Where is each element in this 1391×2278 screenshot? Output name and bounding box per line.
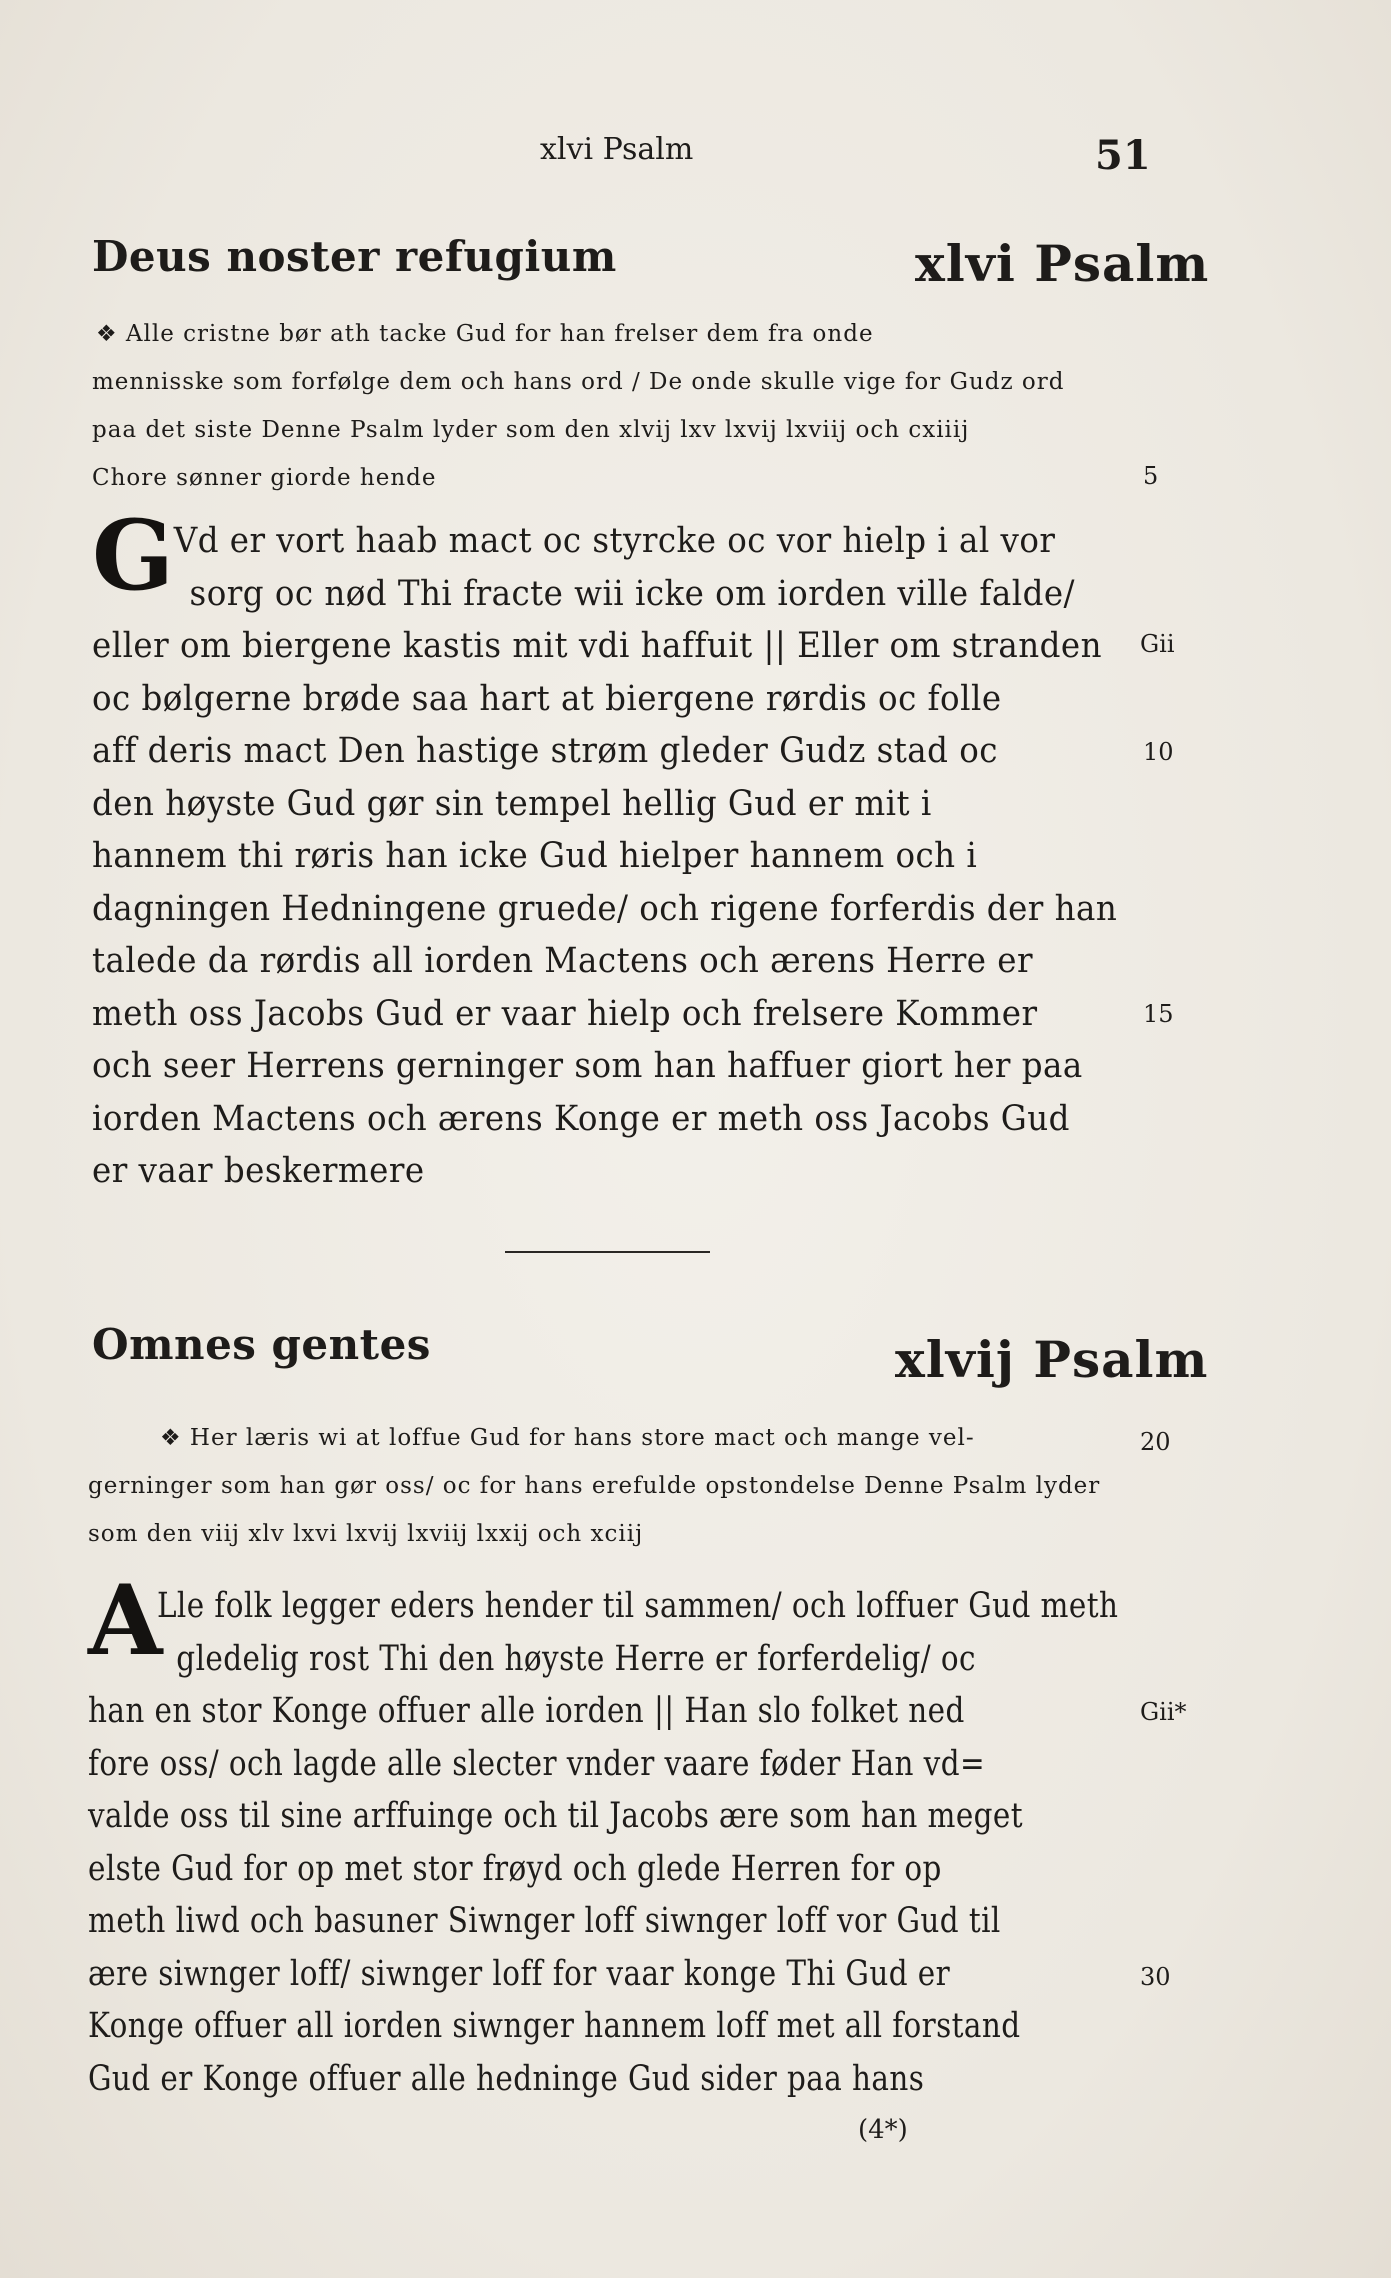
text-line: eller om biergene kastis mit vdi haffuit || Eller om stranden [92, 626, 1103, 666]
psalm-summary-xlvii [160, 1414, 975, 1462]
text-line: iorden Mactens och ærens Konge er meth oss Jacobs Gud [92, 1098, 1070, 1139]
drop-cap-a: A [88, 1564, 163, 1677]
summary-line: som den viij xlv lxvi lxvij lxviij lxxij och xciij [88, 1521, 644, 1547]
summary-line: paa det siste Denne Psalm lyder som den xlvij lxv lxvij lxviij och cxiiij [92, 417, 970, 443]
text-line: gledelig rost Thi den høyste Herre er forferdelig/ oc [176, 1638, 976, 1679]
margin-line-number: 15 [1143, 1000, 1174, 1028]
section-divider [505, 1251, 710, 1253]
text-line: Vd er vort haab mact oc styrcke oc vor hielp i al vor [173, 521, 1056, 561]
drop-cap-g: G [92, 499, 174, 612]
text-line: han en stor Konge offuer alle iorden || Han slo folket ned [88, 1691, 965, 1731]
text-line: hannem thi røris han icke Gud hielper hannem och i [92, 836, 978, 876]
margin-line-number: 10 [1143, 738, 1174, 766]
psalm-text-xlvii [88, 1580, 1313, 2105]
text-line: Lle folk legger eders hender til sammen/ och loffuer Gud meth [156, 1586, 1119, 1626]
margin-line-number: 5 [1143, 462, 1159, 490]
section-title-deus-noster: Deus noster refugium [92, 232, 617, 281]
summary-line: ❖ Her læris wi at loffue Gud for hans store mact och mange vel- [160, 1425, 975, 1451]
text-line: er vaar beskermere [92, 1151, 425, 1191]
psalm-summary-xlvi [92, 310, 1064, 502]
summary-line: mennisske som forfølge dem och hans ord / De onde skulle vige for Gudz ord [92, 369, 1065, 395]
text-line: valde oss til sine arffuinge och til Jacobs ære som han meget [88, 1796, 1024, 1836]
text-line: den høyste Gud gør sin tempel hellig Gud er mit i [92, 783, 932, 824]
margin-signature: Gii [1140, 630, 1175, 658]
text-line: ære siwnger loff/ siwnger loff for vaar konge Thi Gud er [88, 1953, 951, 1994]
running-title: xlvi Psalm [540, 132, 694, 167]
text-line: oc bølgerne brøde saa hart at biergene rørdis oc folle [92, 678, 1002, 719]
text-line: aff deris mact Den hastige strøm gleder Gudz stad oc [92, 731, 998, 771]
text-line: talede da rørdis all iorden Mactens och ærens Herre er [92, 941, 1033, 981]
margin-signature: Gii* [1140, 1698, 1187, 1726]
text-line: fore oss/ och lagde alle slecter vnder vaare føder Han vd= [88, 1743, 986, 1784]
text-line: elste Gud for op met stor frøyd och glede Herren for op [88, 1848, 942, 1889]
summary-line: Chore sønner giorde hende [92, 465, 437, 491]
margin-line-number: 30 [1140, 1963, 1171, 1991]
signature-mark: (4*) [858, 2115, 908, 2145]
page-number: 51 [1095, 132, 1151, 179]
section-title-omnes-gentes: Omnes gentes [92, 1320, 431, 1369]
summary-line: gerninger som han gør oss/ oc for hans erefulde opstondelse Denne Psalm lyder [88, 1473, 1101, 1499]
text-line: Konge offuer all iorden siwnger hannem loff met all forstand [88, 2006, 1021, 2046]
summary-line: ❖ Alle cristne bør ath tacke Gud for han frelser dem fra onde [96, 321, 874, 347]
text-line: dagningen Hedningene gruede/ och rigene forferdis der han [92, 888, 1118, 929]
text-line: sorg oc nød Thi fracte wii icke om iorden ville falde/ [189, 573, 1075, 614]
psalm-label-xlvi: xlvi Psalm [915, 234, 1210, 293]
psalm-summary-xlvii-cont [88, 1462, 1100, 1558]
psalm-label-xlvii: xlvij Psalm [895, 1330, 1209, 1389]
text-line: Gud er Konge offuer alle hedninge Gud sider paa hans [88, 2058, 925, 2099]
text-line: meth oss Jacobs Gud er vaar hielp och frelsere Kommer [92, 993, 1038, 1034]
margin-line-number: 20 [1140, 1428, 1171, 1456]
psalm-text-xlvi [92, 515, 1196, 1198]
text-line: och seer Herrens gerninger som han haffuer giort her paa [92, 1046, 1083, 1086]
text-line: meth liwd och basuner Siwnger loff siwnger loff vor Gud til [88, 1901, 1001, 1941]
